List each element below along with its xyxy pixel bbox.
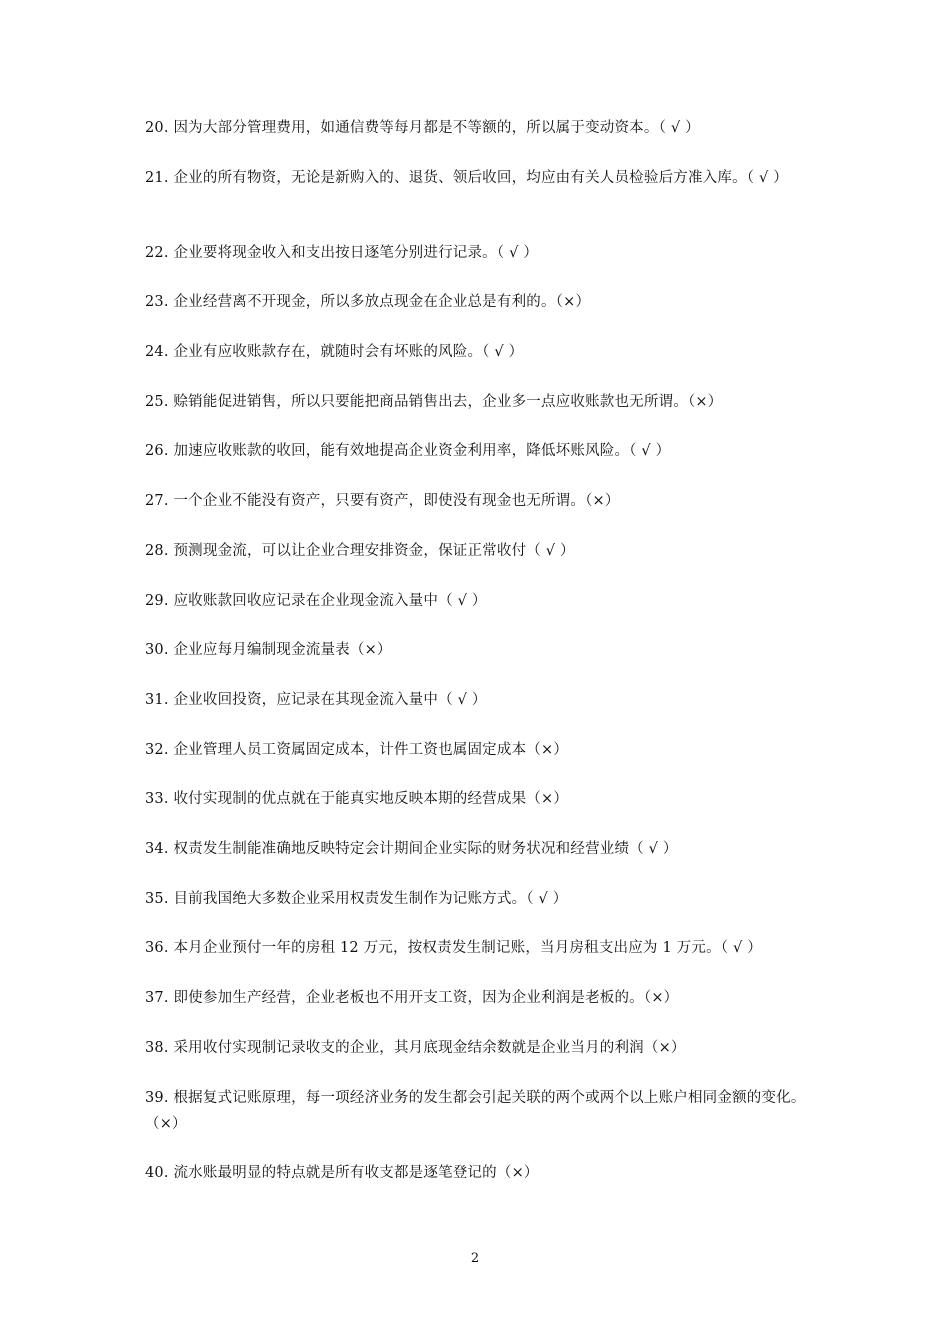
list-item: 40. 流水账最明显的特点就是所有收支都是逐笔登记的（×） (145, 1165, 539, 1181)
list-item: 31. 企业收回投资，应记录在其现金流入量中（ √ ） (145, 692, 487, 708)
list-item: 30. 企业应每月编制现金流量表（×） (145, 642, 392, 658)
list-item: 34. 权责发生制能准确地反映特定会计期间企业实际的财务状况和经营业绩（ √ ） (145, 841, 678, 857)
page-number: 2 (470, 1251, 480, 1266)
list-item: 25. 赊销能促进销售，所以只要能把商品销售出去，企业多一点应收账款也无所谓。（×） (145, 394, 723, 410)
list-item: 20. 因为大部分管理费用，如通信费等每月都是不等额的，所以属于变动资本。（ √ ） (145, 120, 700, 136)
list-item: 32. 企业管理人员工资属固定成本，计件工资也属固定成本（×） (145, 742, 569, 758)
list-item: 37. 即使参加生产经营，企业老板也不用开支工资，因为企业利润是老板的。（×） (145, 990, 679, 1006)
list-item: 36. 本月企业预付一年的房租 12 万元，按权责发生制记账，当月房租支出应为 1 万元。（ √ ） (145, 940, 762, 956)
list-item: 29. 应收账款回收应记录在企业现金流入量中（ √ ） (145, 593, 487, 609)
list-item: 38. 采用收付实现制记录收支的企业，其月底现金结余数就是企业当月的利润（×） (145, 1040, 686, 1056)
list-item: 26. 加速应收账款的收回，能有效地提高企业资金利用率，降低坏账风险。（ √ ） (145, 443, 671, 459)
list-item: 35. 目前我国绝大多数企业采用权责发生制作为记账方式。（ √ ） (145, 891, 568, 907)
list-item: 27. 一个企业不能没有资产，只要有资产，即使没有现金也无所谓。（×） (145, 493, 620, 509)
list-item: 33. 收付实现制的优点就在于能真实地反映本期的经营成果（×） (145, 791, 569, 807)
list-item: 24. 企业有应收账款存在，就随时会有坏账的风险。（ √ ） (145, 344, 524, 360)
list-item: 21. 企业的所有物资，无论是新购入的、退货、领后收回，均应由有关人员检验后方准入库。（ √ ） (145, 170, 788, 186)
list-item: 22. 企业要将现金收入和支出按日逐笔分别进行记录。（ √ ） (145, 245, 539, 261)
list-item: 39. 根据复式记账原理，每一项经济业务的发生都会引起关联的两个或两个以上账户相同金额的变化。（×） (145, 1090, 806, 1132)
list-item: 28. 预测现金流，可以让企业合理安排资金，保证正常收付（ √ ） (145, 543, 575, 559)
list-item: 23. 企业经营离不开现金，所以多放点现金在企业总是有利的。（×） (145, 294, 591, 310)
